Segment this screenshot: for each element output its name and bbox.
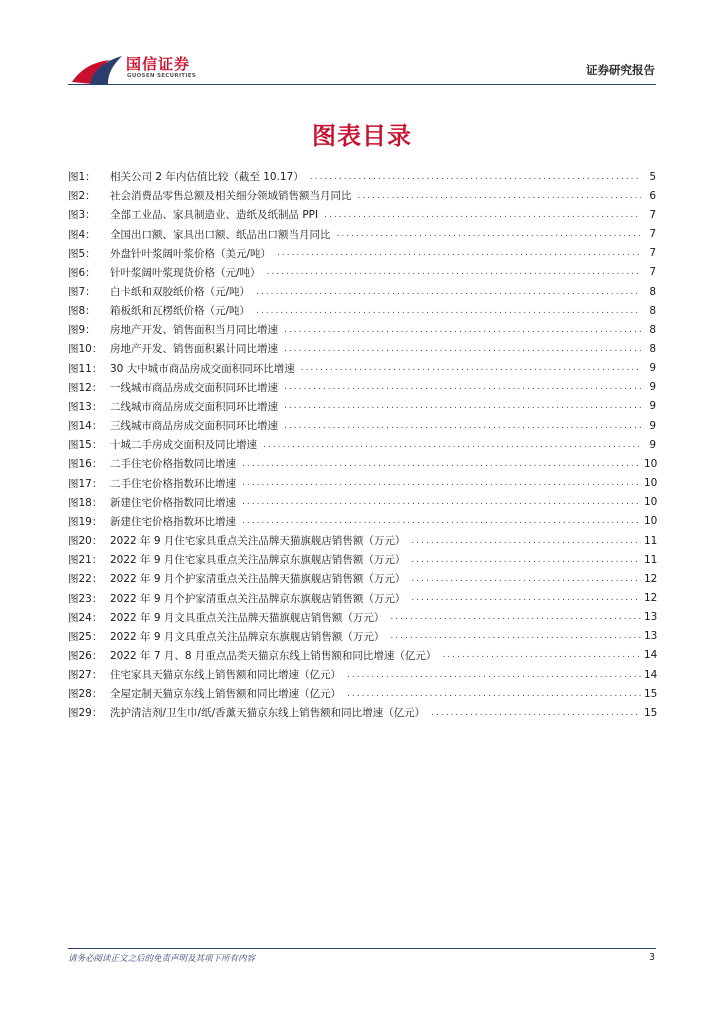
toc-entry[interactable]	[68, 665, 656, 684]
toc-entry[interactable]	[68, 512, 656, 531]
toc-figure-number: 图20：	[68, 535, 103, 548]
toc-entry[interactable]	[68, 167, 656, 186]
toc-page-number: 7	[649, 208, 656, 221]
toc-dot-leader	[324, 210, 641, 220]
toc-dot-leader	[242, 459, 641, 469]
toc-entry[interactable]	[68, 703, 656, 722]
toc-entry[interactable]	[68, 646, 656, 665]
page-header	[0, 0, 724, 90]
toc-figure-title: 房地产开发、销售面积当月同比增速	[110, 324, 278, 337]
toc-page-number: 7	[649, 247, 656, 260]
toc-page-number: 14	[644, 668, 658, 681]
toc-figure-title: 二线城市商品房成交面积同环比增速	[110, 400, 278, 413]
toc-entry[interactable]	[68, 684, 656, 703]
toc-dot-leader	[390, 612, 641, 622]
toc-dot-leader	[442, 650, 641, 660]
toc-entry[interactable]	[68, 359, 656, 378]
toc-entry[interactable]	[68, 493, 656, 512]
toc-dot-leader	[256, 287, 641, 297]
toc-page-number: 8	[649, 323, 656, 336]
page-number: 3	[648, 952, 655, 963]
toc-figure-title: 箱板纸和瓦楞纸价格（元/吨）	[110, 305, 251, 318]
toc-figure-title: 2022 年 9 月文具重点关注品牌天猫旗舰店销售额（万元）	[110, 611, 385, 624]
toc-figure-title: 房地产开发、销售面积累计同比增速	[110, 343, 278, 356]
toc-page-number: 10	[644, 477, 658, 490]
toc-figure-title: 全国出口额、家具出口额、纸品出口额当月同比	[110, 228, 331, 241]
toc-entry[interactable]	[68, 416, 656, 435]
toc-figure-title: 2022 年 9 月个护家清重点关注品牌天猫旗舰店销售额（万元）	[110, 573, 406, 586]
toc-figure-number: 图26：	[68, 649, 103, 662]
toc-page-number: 8	[649, 304, 656, 317]
toc-figure-title: 三线城市商品房成交面积同环比增速	[110, 420, 278, 433]
toc-figure-title: 30 大中城市商品房成交面积同环比增速	[110, 362, 295, 375]
toc-entry[interactable]	[68, 205, 656, 224]
toc-figure-title: 全屋定制天猫京东线上销售额和同比增速（亿元）	[110, 688, 341, 701]
toc-dot-leader	[284, 401, 641, 411]
toc-dot-leader	[267, 267, 641, 277]
toc-entry[interactable]	[68, 282, 656, 301]
toc-dot-leader	[347, 689, 641, 699]
toc-figure-number: 图28：	[68, 688, 103, 701]
toc-page-number: 12	[644, 592, 658, 605]
toc-figure-number: 图15：	[68, 439, 103, 452]
toc-figure-title: 2022 年 7 月、8 月重点品类天猫京东线上销售额和同比增速（亿元）	[110, 649, 437, 662]
toc-entry[interactable]	[68, 301, 656, 320]
toc-figure-number: 图3：	[68, 209, 96, 222]
toc-figure-number: 图4：	[68, 228, 96, 241]
footer-disclaimer: 请务必阅读正文之后的免责声明及其项下所有内容	[68, 954, 256, 964]
toc-dot-leader	[242, 478, 641, 488]
toc-dot-leader	[263, 440, 641, 450]
toc-entry[interactable]	[68, 531, 656, 550]
toc-figure-title: 一线城市商品房成交面积同环比增速	[110, 381, 278, 394]
toc-figure-number: 图21：	[68, 554, 103, 567]
toc-page-number: 10	[644, 457, 658, 470]
guosen-logo	[70, 52, 200, 88]
toc-page-number: 9	[649, 362, 656, 375]
toc-figure-number: 图13：	[68, 400, 103, 413]
toc-page-number: 13	[644, 630, 658, 643]
toc-page-number: 7	[649, 266, 656, 279]
toc-dot-leader	[242, 516, 641, 526]
toc-page-number: 9	[649, 438, 656, 451]
toc-dot-leader	[411, 555, 641, 565]
toc-figure-number: 图17：	[68, 477, 103, 490]
toc-page-number: 6	[649, 189, 656, 202]
guosen-logo-mark-icon	[70, 52, 124, 86]
report-type-label: 证券研究报告	[586, 63, 655, 77]
toc-figure-title: 2022 年 9 月文具重点关注品牌京东旗舰店销售额（万元）	[110, 630, 385, 643]
toc-entry[interactable]	[68, 339, 656, 358]
toc-figure-number: 图22：	[68, 573, 103, 586]
toc-figure-title: 新建住宅价格指数同比增速	[110, 496, 236, 509]
toc-page-number: 10	[644, 496, 658, 509]
toc-page-number: 9	[649, 419, 656, 432]
toc-entry[interactable]	[68, 550, 656, 569]
toc-dot-leader	[284, 325, 641, 335]
toc-figure-title: 白卡纸和双胶纸价格（元/吨）	[110, 286, 251, 299]
toc-figure-number: 图6：	[68, 266, 96, 279]
toc-dot-leader	[358, 191, 642, 201]
toc-page-number: 8	[649, 342, 656, 355]
toc-figure-title: 2022 年 9 月住宅家具重点关注品牌天猫旗舰店销售额（万元）	[110, 535, 406, 548]
toc-figure-title: 二手住宅价格指数环比增速	[110, 477, 236, 490]
toc-figure-title: 2022 年 9 月个护家清重点关注品牌京东旗舰店销售额（万元）	[110, 592, 406, 605]
page-title: 图表目录	[312, 122, 412, 150]
toc-figure-title: 新建住宅价格指数环比增速	[110, 515, 236, 528]
toc-page-number: 11	[644, 553, 658, 566]
toc-page-number: 8	[649, 285, 656, 298]
toc-figure-number: 图2：	[68, 190, 96, 203]
toc-page-number: 5	[649, 170, 656, 183]
toc-figure-number: 图24：	[68, 611, 103, 624]
toc-figure-number: 图10：	[68, 343, 103, 356]
toc-figure-number: 图16：	[68, 458, 103, 471]
toc-page-number: 9	[649, 400, 656, 413]
toc-entry[interactable]	[68, 263, 656, 282]
toc-dot-leader	[431, 708, 641, 718]
toc-figure-title: 针叶浆阔叶浆现货价格（元/吨）	[110, 266, 261, 279]
toc-figure-number: 图27：	[68, 669, 103, 682]
toc-page-number: 15	[644, 687, 658, 700]
toc-figure-number: 图29：	[68, 707, 103, 720]
toc-entry[interactable]	[68, 588, 656, 607]
toc-page-number: 11	[644, 534, 658, 547]
toc-figure-number: 图7：	[68, 286, 96, 299]
toc-dot-leader	[277, 248, 641, 258]
toc-figure-title: 外盘针叶浆阔叶浆价格（美元/吨）	[110, 247, 272, 260]
toc-page-number: 12	[644, 572, 658, 585]
toc-figure-number: 图12：	[68, 381, 103, 394]
toc-entry[interactable]	[68, 569, 656, 588]
toc-entry[interactable]	[68, 454, 656, 473]
toc-entry[interactable]	[68, 435, 656, 454]
toc-figure-number: 图23：	[68, 592, 103, 605]
toc-dot-leader	[347, 670, 641, 680]
toc-figure-title: 社会消费品零售总额及相关细分领域销售额当月同比	[110, 190, 352, 203]
toc-entry[interactable]	[68, 608, 656, 627]
toc-figure-title: 全部工业品、家具制造业、造纸及纸制品 PPI	[110, 209, 319, 222]
toc-page-number: 9	[649, 381, 656, 394]
toc-figure-number: 图25：	[68, 630, 103, 643]
toc-dot-leader	[284, 344, 641, 354]
toc-entry[interactable]	[68, 378, 656, 397]
toc-dot-leader	[411, 574, 641, 584]
toc-entry[interactable]	[68, 397, 656, 416]
toc-entry[interactable]	[68, 244, 656, 263]
toc-page-number: 14	[644, 649, 658, 662]
toc-dot-leader	[411, 593, 641, 603]
toc-figure-number: 图14：	[68, 420, 103, 433]
toc-dot-leader	[242, 497, 641, 507]
toc-figure-title: 2022 年 9 月住宅家具重点关注品牌京东旗舰店销售额（万元）	[110, 554, 406, 567]
logo-text-en: GUOSEN SECURITIES	[127, 73, 197, 79]
toc-entry[interactable]	[68, 474, 656, 493]
toc-entry[interactable]	[68, 627, 656, 646]
toc-entry[interactable]	[68, 320, 656, 339]
toc-dot-leader	[411, 536, 641, 546]
toc-figure-number: 图8：	[68, 305, 96, 318]
toc-entry[interactable]	[68, 224, 656, 243]
logo-text-cn: 国信证券	[126, 55, 191, 73]
figure-index-list	[68, 167, 656, 723]
toc-entry[interactable]	[68, 186, 656, 205]
toc-figure-title: 二手住宅价格指数同比增速	[110, 458, 236, 471]
toc-figure-title: 住宅家具天猫京东线上销售额和同比增速（亿元）	[110, 669, 341, 682]
toc-figure-title: 洗护清洁剂/卫生巾/纸/香薰天猫京东线上销售额和同比增速（亿元）	[110, 707, 426, 720]
toc-figure-title: 相关公司 2 年内估值比较（截至 10.17）	[110, 171, 304, 184]
toc-dot-leader	[390, 631, 641, 641]
toc-page-number: 7	[649, 228, 656, 241]
toc-figure-number: 图9：	[68, 324, 96, 337]
toc-page-number: 10	[644, 515, 658, 528]
toc-figure-title: 十城二手房成交面积及同比增速	[110, 439, 257, 452]
toc-dot-leader	[284, 382, 641, 392]
footer-divider	[68, 948, 656, 949]
toc-figure-number: 图5：	[68, 247, 96, 260]
toc-figure-number: 图11：	[68, 362, 103, 375]
toc-dot-leader	[256, 306, 641, 316]
toc-dot-leader	[284, 421, 641, 431]
toc-figure-number: 图1：	[68, 171, 96, 184]
toc-dot-leader	[310, 172, 641, 182]
toc-dot-leader	[301, 363, 641, 373]
toc-figure-number: 图18：	[68, 496, 103, 509]
toc-dot-leader	[337, 229, 642, 239]
toc-page-number: 15	[644, 706, 658, 719]
toc-page-number: 13	[644, 611, 658, 624]
header-divider	[68, 84, 656, 85]
toc-figure-number: 图19：	[68, 515, 103, 528]
